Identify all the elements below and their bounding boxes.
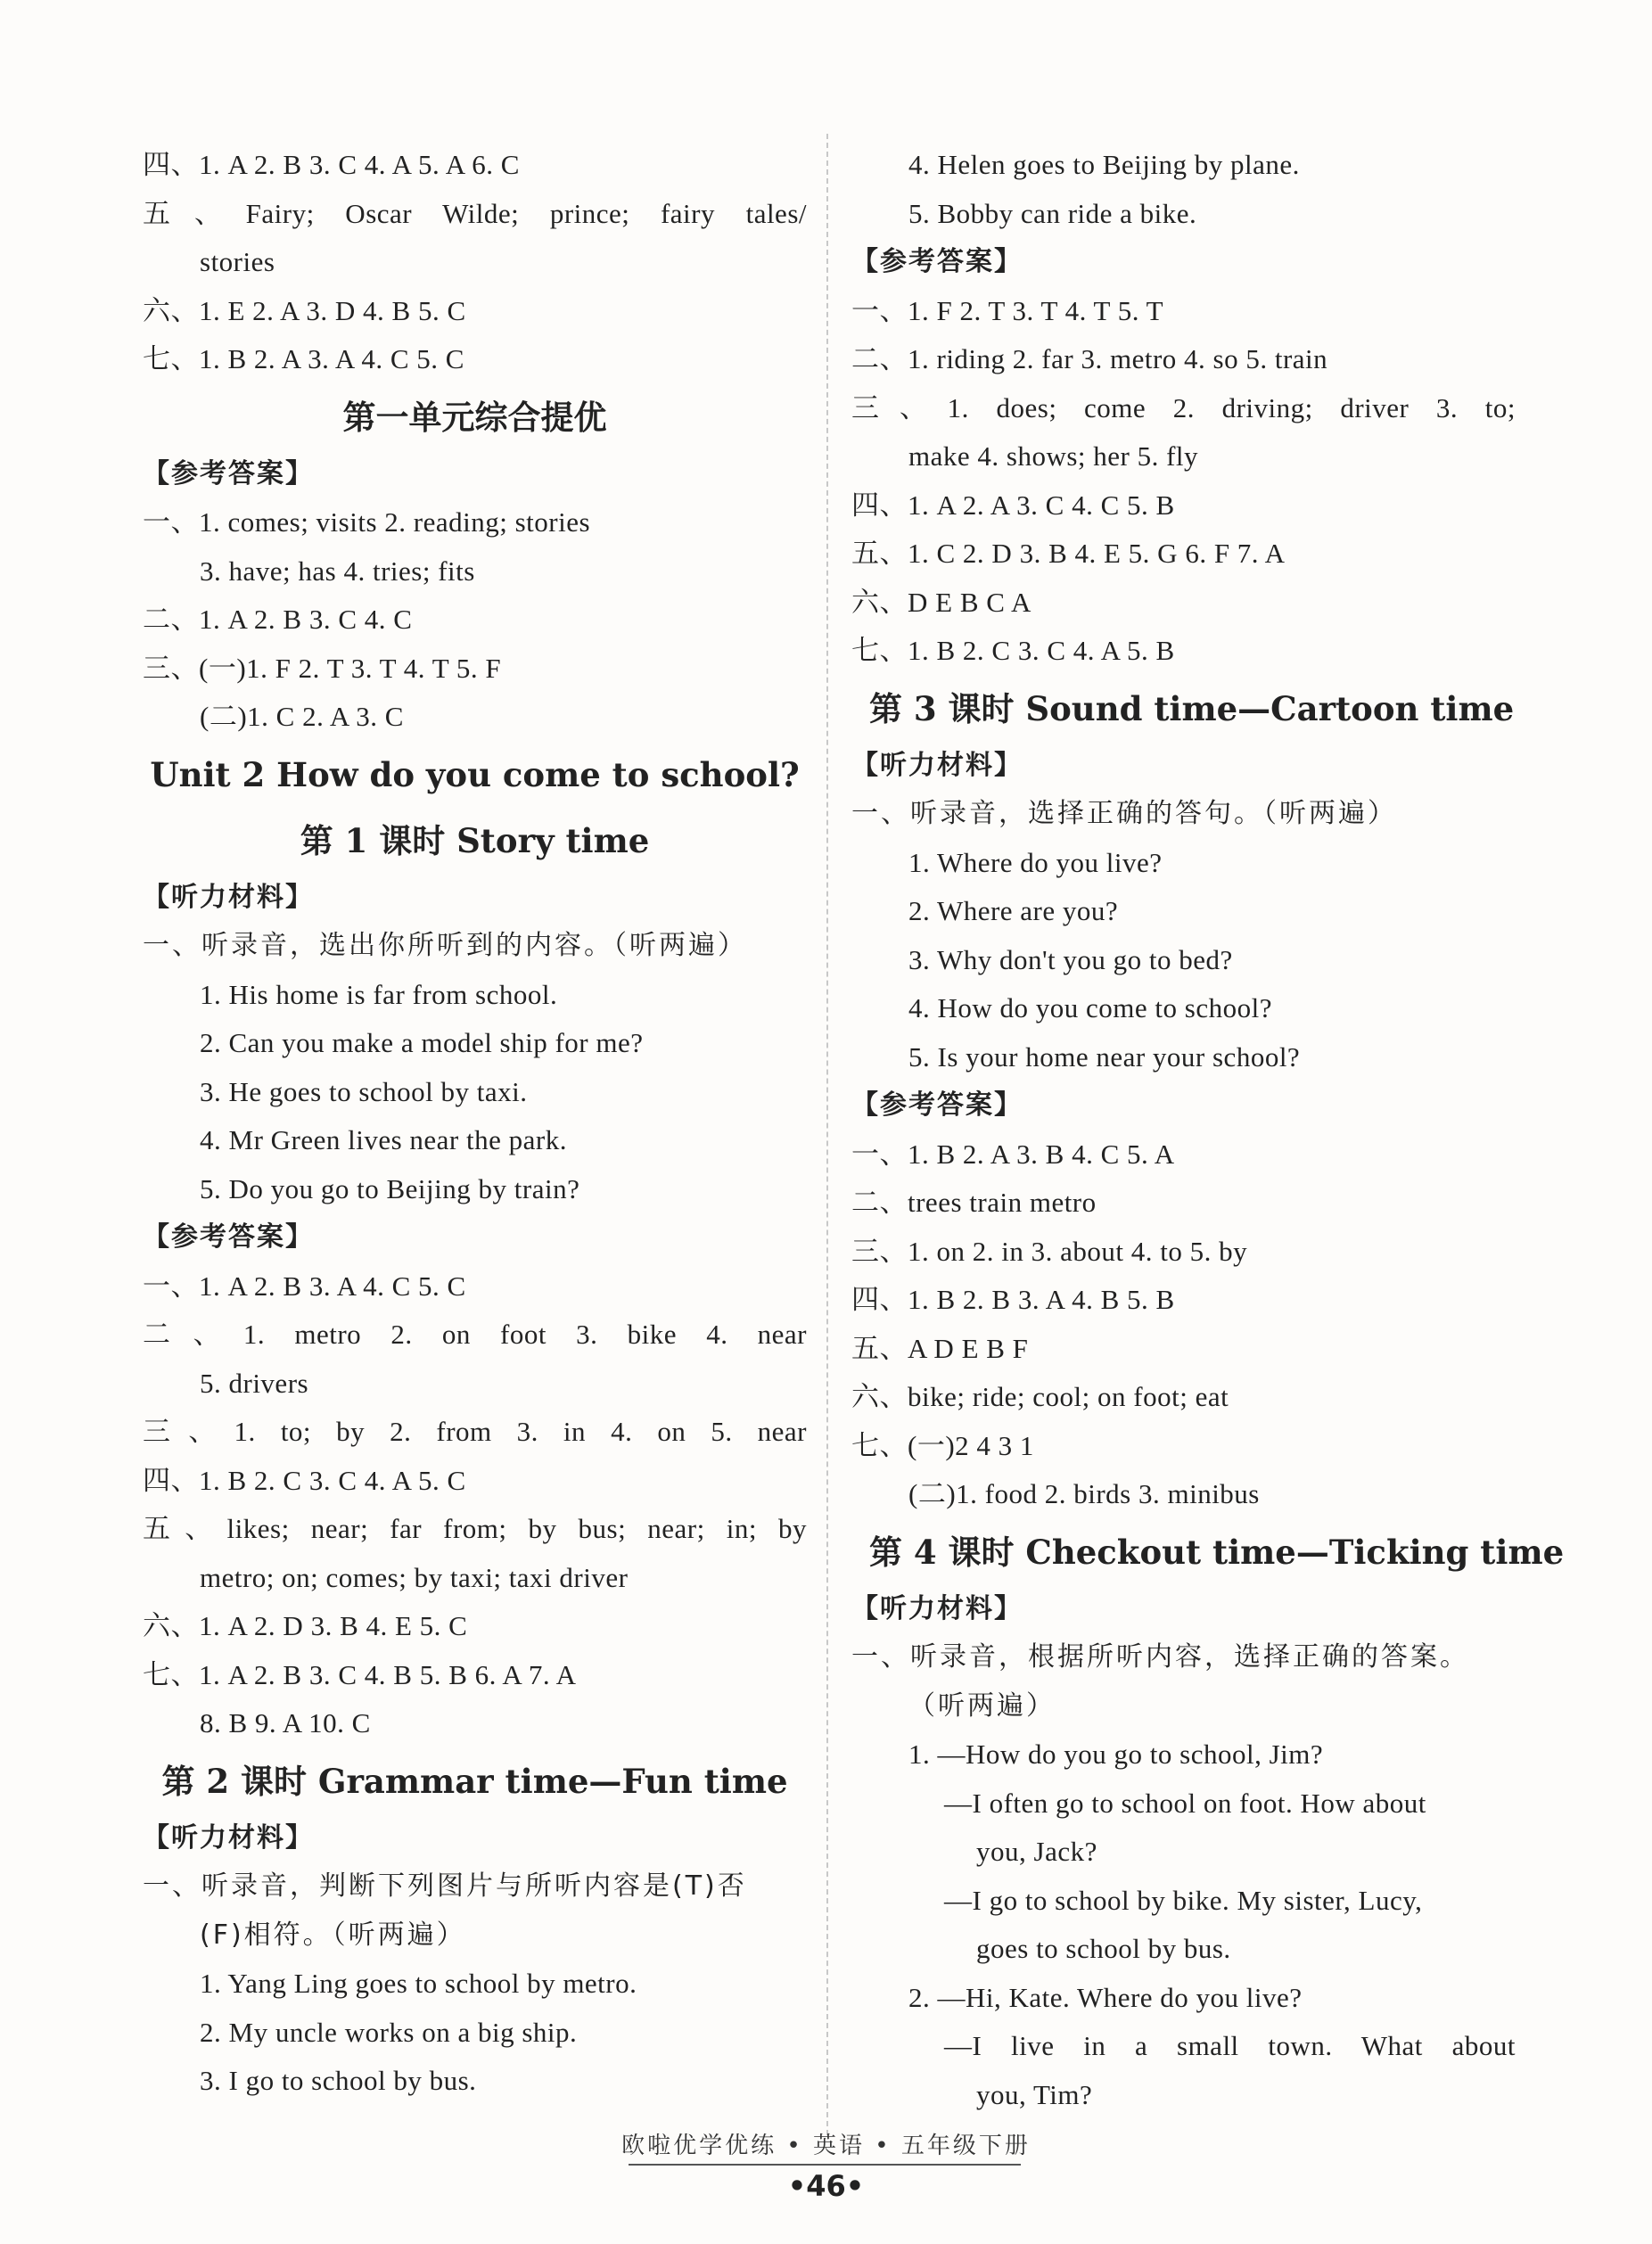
text-line: 五、Fairy; Oscar Wilde; prince; fairy tales/ [143, 197, 807, 229]
text-line: 六、bike; ride; cool; on foot; eat [851, 1381, 1229, 1412]
text-line: 七、1. B 2. A 3. A 4. C 5. C [143, 343, 464, 374]
text-line: metro; on; comes; by taxi; taxi driver [200, 1561, 629, 1593]
text-line: 2. My uncle works on a big ship. [200, 2016, 578, 2048]
text-line: 5. Bobby can ride a bike. [908, 197, 1197, 229]
text-line: make 4. shows; her 5. fly [908, 440, 1199, 472]
footer-rule [629, 2164, 1021, 2166]
text-line: 一、听录音，选出你所听到的内容。（听两遍） [143, 930, 747, 961]
page-number: •46• [787, 2169, 865, 2203]
left-column [143, 141, 807, 2106]
text-line: 5. Do you go to Beijing by train? [200, 1172, 580, 1204]
text-line: 3. I go to school by bus. [200, 2065, 477, 2096]
text-line: 5. Is your home near your school? [908, 1040, 1301, 1073]
text-line: 二、trees train metro [851, 1187, 1097, 1218]
text-line: 三、1. does; come 2. driving; driver 3. to; [851, 391, 1516, 423]
text-line: （听两遍） [908, 1689, 1056, 1722]
text-line: 七、1. A 2. B 3. C 4. B 5. B 6. A 7. A [143, 1658, 577, 1690]
text-line: 4. How do you come to school? [908, 992, 1272, 1023]
text-line: 8. B 9. A 10. C [200, 1707, 371, 1738]
text-line: —I often go to school on foot. How about [944, 1787, 1426, 1819]
text-line: 五、1. C 2. D 3. B 4. E 5. G 6. F 7. A [851, 538, 1286, 569]
section-title: 第 2 课时 Grammar time—Fun time [161, 1761, 788, 1801]
section-title: 第 3 课时 Sound time—Cartoon time [869, 688, 1515, 728]
text-line: 4. Mr Green lives near the park. [200, 1124, 567, 1155]
text-line: 1. Yang Ling goes to school by metro. [200, 1968, 637, 1999]
text-line: 【参考答案】 [143, 457, 314, 489]
text-line: 七、(一)2 4 3 1 [851, 1429, 1034, 1461]
text-line: 2. Where are you? [908, 895, 1119, 926]
text-line: 五、A D E B F [851, 1332, 1029, 1364]
text-line: 【听力材料】 [143, 881, 314, 913]
text-line: 【听力材料】 [851, 1592, 1023, 1624]
text-line: 1. His home is far from school. [200, 978, 558, 1010]
text-line: 5. drivers [200, 1367, 309, 1399]
text-line: 一、听录音，判断下列图片与所听内容是(T)否 [143, 1870, 747, 1902]
text-line: goes to school by bus. [976, 1933, 1231, 1964]
section-title: 第 1 课时 Story time [300, 820, 650, 860]
text-line: 一、听录音，选择正确的答句。（听两遍） [851, 798, 1397, 829]
text-line: (F)相符。（听两遍） [200, 1919, 466, 1951]
section-title: 第 4 课时 Checkout time—Ticking time [869, 1532, 1565, 1572]
text-line: 1. Where do you live? [908, 846, 1163, 878]
section-title: 第一单元综合提优 [342, 397, 607, 437]
text-line: 二、1. riding 2. far 3. metro 4. so 5. train [851, 343, 1328, 374]
text-line: 三、1. to; by 2. from 3. in 4. on 5. near [143, 1416, 807, 1447]
footer-series-title: 欧啦优学优练 • 英语 • 五年级下册 [621, 2133, 1031, 2159]
text-line: 四、1. A 2. A 3. C 4. C 5. B [851, 489, 1175, 521]
text-line: 六、1. A 2. D 3. B 4. E 5. C [143, 1610, 468, 1641]
text-line: (二)1. food 2. birds 3. minibus [908, 1478, 1260, 1509]
text-line: 【听力材料】 [851, 749, 1023, 781]
text-line: 五、likes; near; far from; by bus; near; in; by [143, 1513, 807, 1544]
text-line: (二)1. C 2. A 3. C [200, 701, 404, 732]
text-line: 三、(一)1. F 2. T 3. T 4. T 5. F [143, 652, 502, 684]
text-line: 3. He goes to school by taxi. [200, 1075, 528, 1107]
text-line: 一、1. A 2. B 3. A 4. C 5. C [143, 1270, 466, 1302]
text-line: 六、D E B C A [851, 586, 1031, 618]
text-line: 【参考答案】 [851, 246, 1023, 277]
text-line: 4. Helen goes to Beijing by plane. [908, 149, 1300, 180]
text-line: 二、1. metro 2. on foot 3. bike 4. near [143, 1319, 807, 1350]
text-line: you, Tim? [976, 2078, 1093, 2110]
text-line: 三、1. on 2. in 3. about 4. to 5. by [851, 1235, 1248, 1267]
text-line: 3. Why don't you go to bed? [908, 943, 1233, 975]
text-line: you, Jack? [976, 1836, 1097, 1867]
text-line: 一、1. B 2. A 3. B 4. C 5. A [851, 1138, 1175, 1170]
text-line: 四、1. B 2. B 3. A 4. B 5. B [851, 1284, 1175, 1315]
text-line: 2. —Hi, Kate. Where do you live? [908, 1981, 1303, 2013]
text-line: 七、1. B 2. C 3. C 4. A 5. B [851, 635, 1175, 666]
text-line: 【听力材料】 [143, 1821, 314, 1854]
text-line: —I go to school by bike. My sister, Lucy, [944, 1884, 1423, 1916]
text-line: stories [200, 246, 275, 277]
text-line: 【参考答案】 [851, 1089, 1023, 1121]
text-line: 【参考答案】 [143, 1221, 314, 1253]
column-divider [826, 134, 828, 2135]
text-line: —I live in a small town. What about [944, 2030, 1516, 2061]
text-line: 六、1. E 2. A 3. D 4. B 5. C [143, 294, 466, 326]
text-line: 四、1. A 2. B 3. C 4. A 5. A 6. C [143, 149, 520, 180]
text-line: 一、听录音，根据所听内容，选择正确的答案。 [851, 1641, 1469, 1673]
text-line: 1. —How do you go to school, Jim? [908, 1738, 1324, 1770]
text-line: 二、1. A 2. B 3. C 4. C [143, 604, 413, 635]
text-line: 3. have; has 4. tries; fits [200, 555, 475, 587]
right-column [851, 141, 1565, 2119]
text-line: 一、1. F 2. T 3. T 4. T 5. T [851, 294, 1164, 326]
text-line: 一、1. comes; visits 2. reading; stories [143, 506, 591, 538]
text-line: 四、1. B 2. C 3. C 4. A 5. C [143, 1464, 466, 1496]
section-title: Unit 2 How do you come to school? [150, 754, 800, 794]
text-line: 2. Can you make a model ship for me? [200, 1027, 644, 1058]
